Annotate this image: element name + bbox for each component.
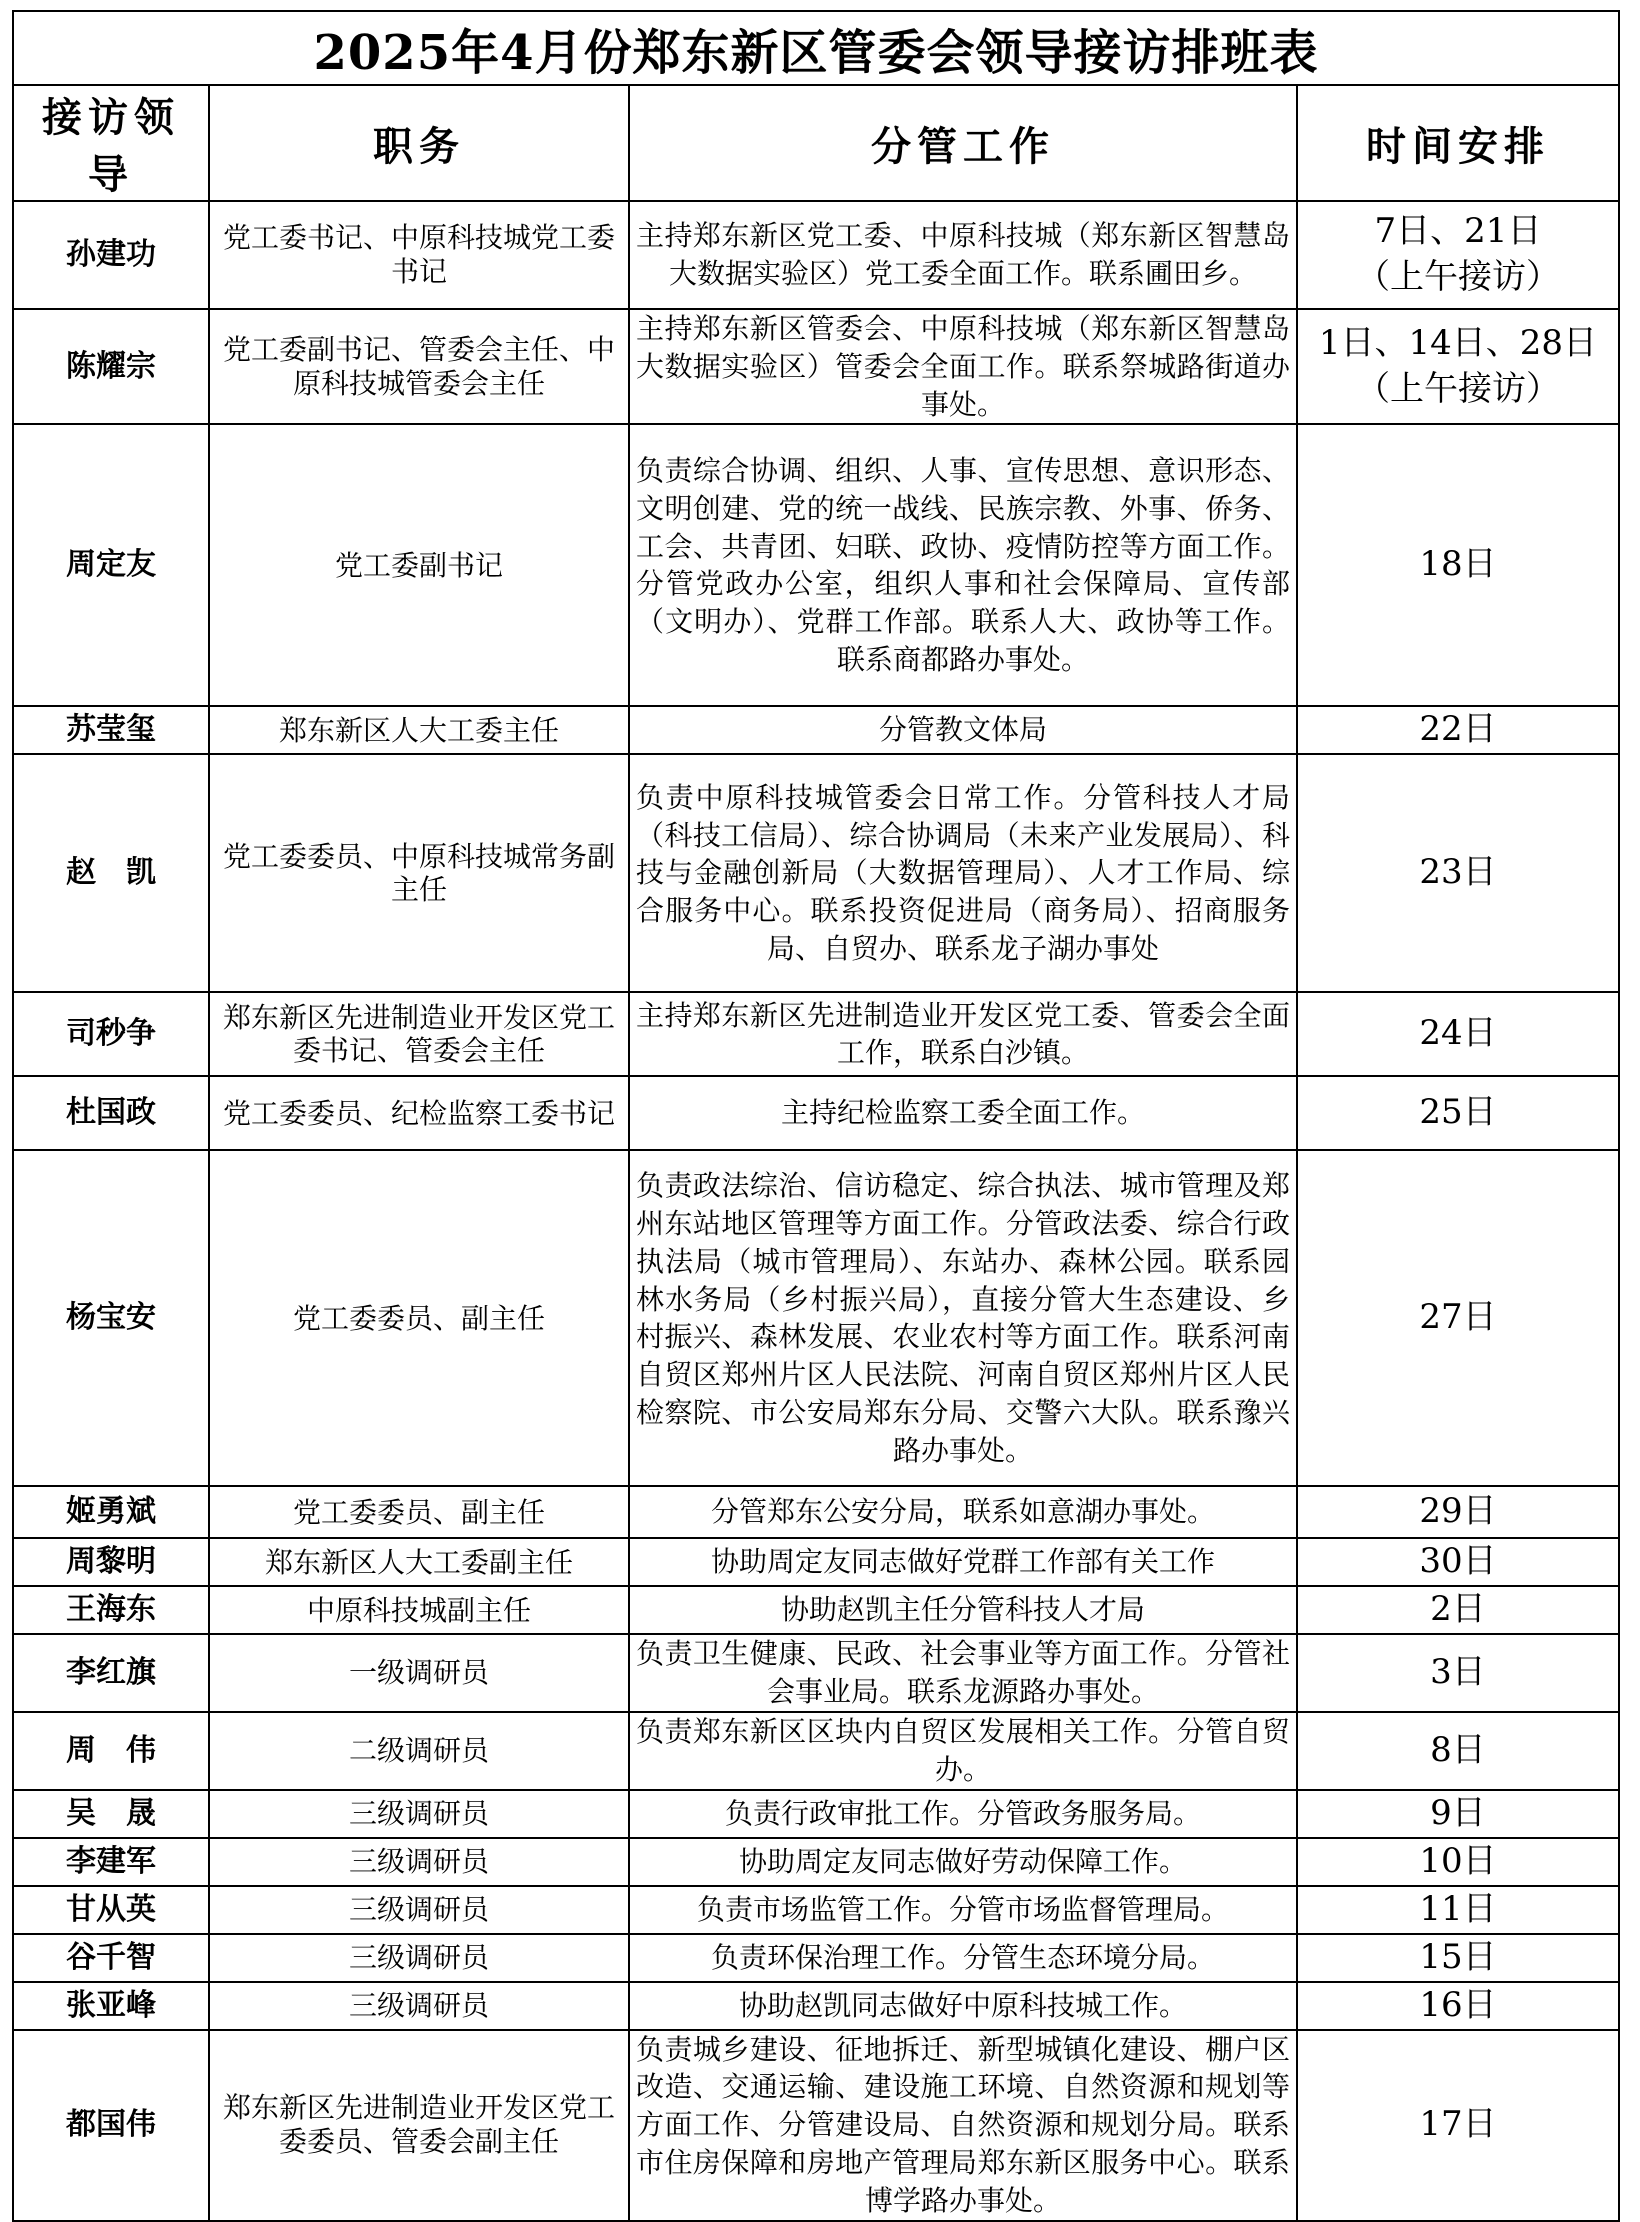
schedule-time — [1297, 2030, 1619, 2221]
leader-position: 党工委委员、纪检监察工委书记 — [209, 1076, 629, 1150]
leader-duties: 协助周定友同志做好劳动保障工作。 — [629, 1838, 1297, 1886]
leader-position: 一级调研员 — [209, 1634, 629, 1712]
leader-name: 杨宝安 — [13, 1150, 209, 1486]
leader-duties: 负责卫生健康、民政、社会事业等方面工作。分管社会事业局。联系龙源路办事处。 — [629, 1634, 1297, 1712]
schedule-time — [1297, 1790, 1619, 1838]
table-row — [13, 1886, 1619, 1934]
schedule-dates: 9日 — [1430, 1792, 1486, 1833]
schedule-dates: 27日 — [1419, 1297, 1497, 1338]
schedule-time — [1297, 1934, 1619, 1982]
leader-name: 陈耀宗 — [13, 309, 209, 424]
leader-duties: 负责市场监管工作。分管市场监督管理局。 — [629, 1886, 1297, 1934]
leader-position: 三级调研员 — [209, 1790, 629, 1838]
leader-position: 三级调研员 — [209, 1886, 629, 1934]
schedule-dates: 11日 — [1419, 1888, 1497, 1929]
header-leader: 接访领导 — [13, 85, 209, 201]
leader-position: 郑东新区人大工委副主任 — [209, 1538, 629, 1586]
leader-name: 都国伟 — [13, 2030, 209, 2221]
schedule-rows — [13, 201, 1619, 2221]
schedule-dates: 15日 — [1419, 1936, 1497, 1977]
schedule-time — [1297, 1982, 1619, 2030]
schedule-dates: 8日 — [1430, 1729, 1486, 1770]
table-row — [13, 1634, 1619, 1712]
schedule-time — [1297, 992, 1619, 1076]
schedule-dates: 25日 — [1419, 1092, 1497, 1133]
table-row — [13, 1712, 1619, 1790]
schedule-note: （上午接访） — [1356, 368, 1560, 409]
schedule-dates: 10日 — [1419, 1840, 1497, 1881]
schedule-time — [1297, 1838, 1619, 1886]
schedule-time — [1297, 754, 1619, 992]
leader-duties: 主持郑东新区党工委、中原科技城（郑东新区智慧岛大数据实验区）党工委全面工作。联系圃田乡。 — [629, 201, 1297, 309]
leader-name: 孙建功 — [13, 201, 209, 309]
header-duties: 分管工作 — [629, 85, 1297, 201]
schedule-note: （上午接访） — [1356, 257, 1560, 297]
schedule-time — [1297, 706, 1619, 754]
table-row — [13, 424, 1619, 706]
schedule-dates: 22日 — [1419, 709, 1497, 750]
leader-position: 三级调研员 — [209, 1934, 629, 1982]
schedule-table — [12, 10, 1620, 2222]
leader-duties: 负责郑东新区区块内自贸区发展相关工作。分管自贸办。 — [629, 1712, 1297, 1790]
leader-position: 党工委委员、中原科技城常务副主任 — [209, 754, 629, 992]
leader-name: 苏莹玺 — [13, 706, 209, 754]
leader-position: 党工委副书记 — [209, 424, 629, 706]
page-title: 2025年4月份郑东新区管委会领导接访排班表 — [13, 11, 1619, 85]
leader-duties: 负责中原科技城管委会日常工作。分管科技人才局（科技工信局）、综合协调局（未来产业发展局）、科技与金融创新局（大数据管理局）、人才工作局、综合服务中心。联系投资促进局（商务局）、招商服务局、自贸办、联系龙子湖办事处 — [629, 754, 1297, 992]
leader-duties: 分管教文体局 — [629, 706, 1297, 754]
leader-duties: 主持郑东新区先进制造业开发区党工委、管委会全面工作，联系白沙镇。 — [629, 992, 1297, 1076]
leader-duties: 负责政法综治、信访稳定、综合执法、城市管理及郑州东站地区管理等方面工作。分管政法委、综合行政执法局（城市管理局）、东站办、森林公园。联系园林水务局（乡村振兴局），直接分管大生态建设、乡村振兴、森林发展、农业农村等方面工作。联系河南自贸区郑州片区人民法院、河南自贸区郑州片区人民检察院、市公安局郑东分局、交警六大队。联系豫兴路办事处。 — [629, 1150, 1297, 1486]
schedule-dates: 3日 — [1430, 1652, 1486, 1693]
leader-duties: 协助赵凯主任分管科技人才局 — [629, 1586, 1297, 1634]
schedule-dates: 29日 — [1419, 1491, 1497, 1532]
leader-duties: 负责综合协调、组织、人事、宣传思想、意识形态、文明创建、党的统一战线、民族宗教、外事、侨务、工会、共青团、妇联、政协、疫情防控等方面工作。分管党政办公室，组织人事和社会保障局、宣传部（文明办）、党群工作部。联系人大、政协等工作。联系商都路办事处。 — [629, 424, 1297, 706]
table-row — [13, 201, 1619, 309]
leader-name: 姬勇斌 — [13, 1486, 209, 1538]
schedule-time — [1297, 1538, 1619, 1586]
schedule-dates: 16日 — [1419, 1984, 1497, 2025]
table-row — [13, 754, 1619, 992]
leader-position: 郑东新区先进制造业开发区党工委书记、管委会主任 — [209, 992, 629, 1076]
schedule-time — [1297, 201, 1619, 309]
schedule-time — [1297, 1486, 1619, 1538]
table-row — [13, 1838, 1619, 1886]
leader-duties: 协助赵凯同志做好中原科技城工作。 — [629, 1982, 1297, 2030]
table-row — [13, 1076, 1619, 1150]
table-row — [13, 1934, 1619, 1982]
leader-name: 赵 凯 — [13, 754, 209, 992]
leader-name: 周黎明 — [13, 1538, 209, 1586]
schedule-time — [1297, 309, 1619, 424]
schedule-dates: 18日 — [1419, 544, 1497, 585]
schedule-time — [1297, 424, 1619, 706]
table-row — [13, 1790, 1619, 1838]
leader-duties: 主持郑东新区管委会、中原科技城（郑东新区智慧岛大数据实验区）管委会全面工作。联系祭城路街道办事处。 — [629, 309, 1297, 424]
leader-name: 谷千智 — [13, 1934, 209, 1982]
table-row — [13, 1486, 1619, 1538]
table-row — [13, 1538, 1619, 1586]
table-row — [13, 1982, 1619, 2030]
schedule-dates: 24日 — [1419, 1013, 1497, 1054]
table-row — [13, 2030, 1619, 2221]
leader-name: 甘从英 — [13, 1886, 209, 1934]
schedule-dates: 1日、14日、28日 — [1318, 322, 1598, 363]
leader-position: 党工委副书记、管委会主任、中原科技城管委会主任 — [209, 309, 629, 424]
header-schedule: 时间安排 — [1297, 85, 1619, 201]
leader-duties: 分管郑东公安分局，联系如意湖办事处。 — [629, 1486, 1297, 1538]
leader-duties: 主持纪检监察工委全面工作。 — [629, 1076, 1297, 1150]
schedule-sheet — [12, 10, 1618, 2222]
table-row — [13, 706, 1619, 754]
schedule-dates: 23日 — [1419, 852, 1497, 893]
leader-duties: 负责城乡建设、征地拆迁、新型城镇化建设、棚户区改造、交通运输、建设施工环境、自然资源和规划等方面工作、分管建设局、自然资源和规划分局。联系市住房保障和房地产管理局郑东新区服务中心。联系博学路办事处。 — [629, 2030, 1297, 2221]
leader-position: 三级调研员 — [209, 1982, 629, 2030]
leader-position: 党工委委员、副主任 — [209, 1486, 629, 1538]
leader-name: 王海东 — [13, 1586, 209, 1634]
leader-name: 杜国政 — [13, 1076, 209, 1150]
leader-position: 郑东新区人大工委主任 — [209, 706, 629, 754]
schedule-time — [1297, 1712, 1619, 1790]
schedule-dates: 7日、21日 — [1374, 211, 1542, 252]
schedule-dates: 2日 — [1430, 1589, 1486, 1630]
leader-name: 张亚峰 — [13, 1982, 209, 2030]
schedule-time — [1297, 1886, 1619, 1934]
leader-position: 党工委书记、中原科技城党工委书记 — [209, 201, 629, 309]
leader-position: 党工委委员、副主任 — [209, 1150, 629, 1486]
schedule-time — [1297, 1076, 1619, 1150]
schedule-dates: 30日 — [1419, 1541, 1497, 1582]
leader-position: 郑东新区先进制造业开发区党工委委员、管委会副主任 — [209, 2030, 629, 2221]
leader-name: 吴 晟 — [13, 1790, 209, 1838]
leader-name: 李红旗 — [13, 1634, 209, 1712]
header-position: 职务 — [209, 85, 629, 201]
table-row — [13, 1150, 1619, 1486]
leader-position: 二级调研员 — [209, 1712, 629, 1790]
table-row — [13, 992, 1619, 1076]
leader-name: 李建军 — [13, 1838, 209, 1886]
schedule-time — [1297, 1150, 1619, 1486]
schedule-time — [1297, 1634, 1619, 1712]
leader-name: 周 伟 — [13, 1712, 209, 1790]
leader-name: 周定友 — [13, 424, 209, 706]
leader-duties: 负责行政审批工作。分管政务服务局。 — [629, 1790, 1297, 1838]
leader-position: 三级调研员 — [209, 1838, 629, 1886]
table-row — [13, 309, 1619, 424]
leader-name: 司秒争 — [13, 992, 209, 1076]
schedule-dates: 17日 — [1419, 2104, 1497, 2145]
leader-duties: 协助周定友同志做好党群工作部有关工作 — [629, 1538, 1297, 1586]
leader-position: 中原科技城副主任 — [209, 1586, 629, 1634]
leader-duties: 负责环保治理工作。分管生态环境分局。 — [629, 1934, 1297, 1982]
schedule-time — [1297, 1586, 1619, 1634]
table-row — [13, 1586, 1619, 1634]
